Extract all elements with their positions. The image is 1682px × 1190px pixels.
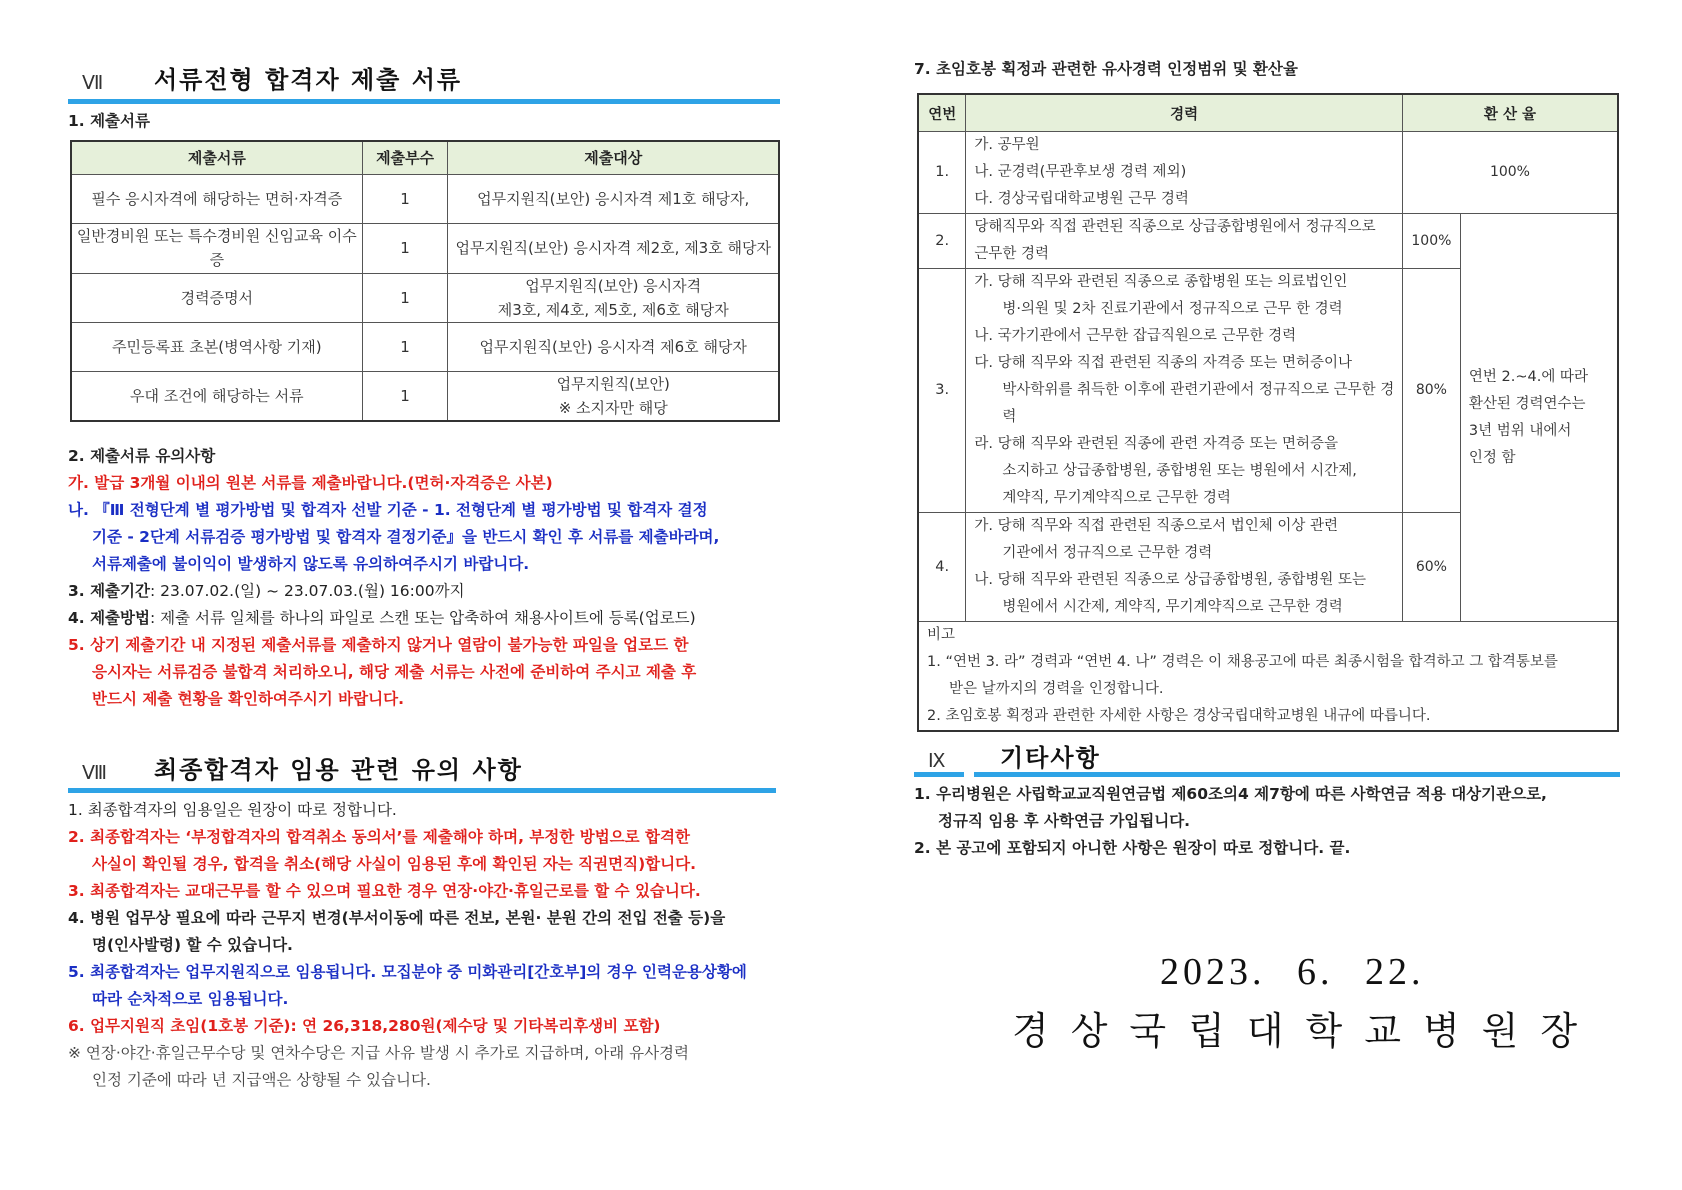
career-line: 기관에서 정규직으로 근무한 경력: [1002, 545, 1213, 561]
remarks-row: [918, 622, 1618, 732]
section-7-heading: [68, 60, 462, 95]
table-row: [918, 214, 1618, 269]
notice-date: 2023. 6. 22.: [1160, 951, 1425, 993]
career-line: 다. 당해 직무와 직접 관련된 직종의 자격증 또는 면허증이나: [974, 355, 1353, 371]
table-header-row: [918, 94, 1618, 132]
side-note-line: 환산된 경력연수는: [1468, 395, 1586, 412]
row-number: 4.: [918, 513, 966, 622]
item-value: : 23.07.02.(일) ~ 23.07.03.(월) 16:00까지: [149, 582, 465, 600]
table-row: [71, 174, 779, 223]
section-underline: [68, 99, 780, 104]
career-line: 나. 국가기관에서 근무한 잡급직원으로 근무한 경력: [974, 328, 1297, 344]
career-cell: [966, 269, 1403, 513]
item-label: 4. 제출방법: [68, 609, 150, 627]
career-line: 다. 경상국립대학교병원 근무 경력: [974, 191, 1189, 207]
final-note-5b: 따라 순차적으로 임용됩니다.: [92, 990, 289, 1008]
table-row: [71, 371, 779, 421]
cell-line: 업무지원직(보안): [556, 374, 670, 393]
side-note-line: 3년 범위 내에서: [1468, 422, 1572, 439]
rate-cell: 60%: [1402, 513, 1460, 622]
section-title: 서류전형 합격자 제출 서류: [154, 66, 463, 94]
remarks-line: 1. “연번 3. 라” 경력과 “연번 4. 나” 경력은 이 채용공고에 따른 최종시험을 합격하고 그 합격통보를: [927, 654, 1558, 670]
note-na-line2: 기준 - 2단계 서류검증 평가방법 및 합격자 결정기준』을 반드시 확인 후 서류를 제출바라며,: [92, 528, 720, 546]
remarks-line: 2. 초임호봉 획정과 관련한 자세한 사항은 경상국립대학교병원 내규에 따릅니다.: [927, 708, 1431, 724]
final-note-remark-1: ※ 연장·야간·휴일근무수당 및 연차수당은 지급 사유 발생 시 추가로 지급하며, 아래 유사경력: [68, 1044, 689, 1062]
warning-line2: 응시자는 서류검증 불합격 처리하오니, 해당 제출 서류는 사전에 준비하여 주시고 제출 후: [92, 663, 697, 681]
rate-side-note: [1460, 214, 1618, 622]
career-line: 박사학위를 취득한 이후에 관련기관에서 정규직으로 근무한 경력: [1002, 382, 1395, 425]
table-cell: 업무지원직(보안) 응시자격 제6호 해당자: [448, 322, 779, 371]
career-table: [917, 93, 1619, 732]
final-note-4a: 4. 병원 업무상 필요에 따라 근무지 변경(부서이동에 따른 전보, 본원· 분원 간의 전입 전출 등)을: [68, 909, 726, 927]
section-title: 기타사항: [1000, 744, 1101, 772]
table-cell: 1: [362, 371, 448, 421]
final-note-2a: 2. 최종합격자는 ‘부정합격자의 합격취소 동의서’를 제출해야 하며, 부정한 방법으로 합격한: [68, 828, 690, 846]
table-row: [918, 132, 1618, 214]
row-number: 3.: [918, 269, 966, 513]
side-note-line: 연번 2.~4.에 따라: [1468, 368, 1588, 385]
table-cell: 1: [362, 174, 448, 223]
submission-period: [68, 578, 465, 605]
table-cell: 업무지원직(보안) 응시자격 제1호 해당자,: [448, 174, 779, 223]
section-underline: [68, 788, 776, 793]
side-note-line: 인정 함: [1468, 449, 1516, 466]
table-cell: [448, 371, 779, 421]
row-number: 1.: [918, 132, 966, 214]
table-cell: 우대 조건에 해당하는 서류: [71, 371, 362, 421]
table-cell: 1: [362, 223, 448, 273]
documents-table: [70, 140, 780, 422]
cell-line: 업무지원직(보안) 응시자격: [525, 276, 702, 295]
career-line: 나. 군경력(무관후보생 경력 제외): [974, 164, 1187, 180]
career-line: 가. 당해 직무와 관련된 직종으로 종합병원 또는 의료법인인: [974, 274, 1348, 290]
table-cell: 일반경비원 또는 특수경비원 신임교육 이수증: [71, 223, 362, 273]
career-line: 계약직, 무기계약직으로 근무한 경력: [1002, 490, 1231, 506]
misc-note-2: 2. 본 공고에 포함되지 아니한 사항은 원장이 따로 정합니다. 끝.: [914, 839, 1351, 857]
warning-line1: 5. 상기 제출기간 내 지정된 제출서류를 제출하지 않거나 열람이 불가능한 파일을 업로드 한: [68, 636, 689, 654]
misc-note-1a: 1. 우리병원은 사립학교교직원연금법 제60조의4 제7항에 따른 사학연금 적용 대상기관으로,: [914, 785, 1547, 803]
note-na-line1: 나. 『Ⅲ 전형단계 별 평가방법 및 합격자 선발 기준 - 1. 전형단계 별 평가방법 및 합격자 결정: [68, 501, 708, 519]
career-line: 근무한 경력: [974, 246, 1050, 262]
table-cell: 경력증명서: [71, 273, 362, 322]
career-line: 가. 공무원: [974, 137, 1040, 153]
final-note-6: 6. 업무지원직 초임(1호봉 기준): 연 26,318,280원(제수당 및 기타복리후생비 포함): [68, 1017, 661, 1035]
subheading-notes: 2. 제출서류 유의사항: [68, 447, 216, 465]
note-ga: 가. 발급 3개월 이내의 원본 서류를 제출바랍니다.(면허·자격증은 사본): [68, 474, 553, 492]
section-number: Ⅸ: [928, 751, 946, 772]
final-note-1: 1. 최종합격자의 임용일은 원장이 따로 정합니다.: [68, 801, 397, 819]
column-header: 제출대상: [448, 141, 779, 174]
table-cell: 주민등록표 초본(병역사항 기재): [71, 322, 362, 371]
career-line: 라. 당해 직무와 관련된 직종에 관련 자격증 또는 면허증을: [974, 436, 1339, 452]
subheading-documents: 1. 제출서류: [68, 112, 150, 130]
column-header: 연번: [918, 94, 966, 132]
table-cell: 1: [362, 322, 448, 371]
career-cell: [966, 513, 1403, 622]
section-9-heading: [914, 738, 1101, 773]
cell-line: 제3호, 제4호, 제5호, 제6호 해당자: [497, 300, 729, 319]
table-header-row: [71, 141, 779, 174]
career-section-title: 7. 초임호봉 획정과 관련한 유사경력 인정범위 및 환산율: [914, 60, 1298, 78]
item-label: 3. 제출기간: [68, 582, 150, 600]
final-note-2b: 사실이 확인될 경우, 합격을 취소(해당 사실이 임용된 후에 확인된 자는 직권면직)합니다.: [92, 855, 696, 873]
career-line: 병원에서 시간제, 계약직, 무기계약직으로 근무한 경력: [1002, 599, 1343, 615]
column-header: 경력: [966, 94, 1403, 132]
column-header: 환 산 율: [1402, 94, 1618, 132]
table-cell: [448, 273, 779, 322]
final-note-remark-2: 인정 기준에 따라 년 지급액은 상향될 수 있습니다.: [92, 1071, 431, 1089]
career-cell: [966, 214, 1403, 269]
table-row: [71, 322, 779, 371]
section-number: Ⅶ: [82, 73, 104, 94]
final-note-3: 3. 최종합격자는 교대근무를 할 수 있으며 필요한 경우 연장·야간·휴일근로를 할 수 있습니다.: [68, 882, 701, 900]
table-cell: 필수 응시자격에 해당하는 면허·자격증: [71, 174, 362, 223]
career-line: 병·의원 및 2차 진료기관에서 정규직으로 근무 한 경력: [1002, 301, 1343, 317]
section-underline-short: [914, 772, 964, 777]
column-header: 제출부수: [362, 141, 448, 174]
remarks-cell: [918, 622, 1618, 732]
career-cell: [966, 132, 1403, 214]
misc-note-1b: 정규직 임용 후 사학연금 가입됩니다.: [938, 812, 1191, 830]
cell-line: ※ 소지자만 해당: [558, 398, 668, 417]
section-8-heading: [68, 750, 523, 785]
column-header: 제출서류: [71, 141, 362, 174]
final-note-5a: 5. 최종합격자는 업무지원직으로 임용됩니다. 모집분야 중 미화관리[간호부]의 경우 인력운용상황에: [68, 963, 747, 981]
section-title: 최종합격자 임용 관련 유의 사항: [154, 756, 523, 784]
rate-cell: 100%: [1402, 132, 1618, 214]
section-number: Ⅷ: [82, 763, 108, 784]
career-line: 소지하고 상급종합병원, 종합병원 또는 병원에서 시간제,: [1002, 463, 1357, 479]
remarks-line: 받은 날까지의 경력을 인정합니다.: [949, 681, 1164, 697]
rate-cell: 100%: [1402, 214, 1460, 269]
table-cell: 업무지원직(보안) 응시자격 제2호, 제3호 해당자: [448, 223, 779, 273]
submission-method: [68, 605, 696, 632]
final-note-4b: 명(인사발령) 할 수 있습니다.: [92, 936, 293, 954]
table-cell: 1: [362, 273, 448, 322]
row-number: 2.: [918, 214, 966, 269]
warning-line3: 반드시 제출 현황을 확인하여주시기 바랍니다.: [92, 690, 404, 708]
career-line: 가. 당해 직무와 직접 관련된 직종으로서 법인체 이상 관련: [974, 518, 1339, 534]
remarks-line: 비고: [927, 627, 956, 643]
career-line: 나. 당해 직무와 관련된 직종으로 상급종합병원, 종합병원 또는: [974, 572, 1367, 588]
career-line: 당해직무와 직접 관련된 직종으로 상급종합병원에서 정규직으로: [974, 219, 1376, 235]
item-value: : 제출 서류 일체를 하나의 파일로 스캔 또는 압축하여 채용사이트에 등록(업로드): [149, 609, 696, 627]
rate-cell: 80%: [1402, 269, 1460, 513]
table-row: [71, 223, 779, 273]
section-underline: [974, 772, 1620, 777]
issuer-name: 경상국립대학교병원장: [1012, 1009, 1600, 1053]
table-row: [71, 273, 779, 322]
note-na-line3: 서류제출에 불이익이 발생하지 않도록 유의하여주시기 바랍니다.: [92, 555, 530, 573]
